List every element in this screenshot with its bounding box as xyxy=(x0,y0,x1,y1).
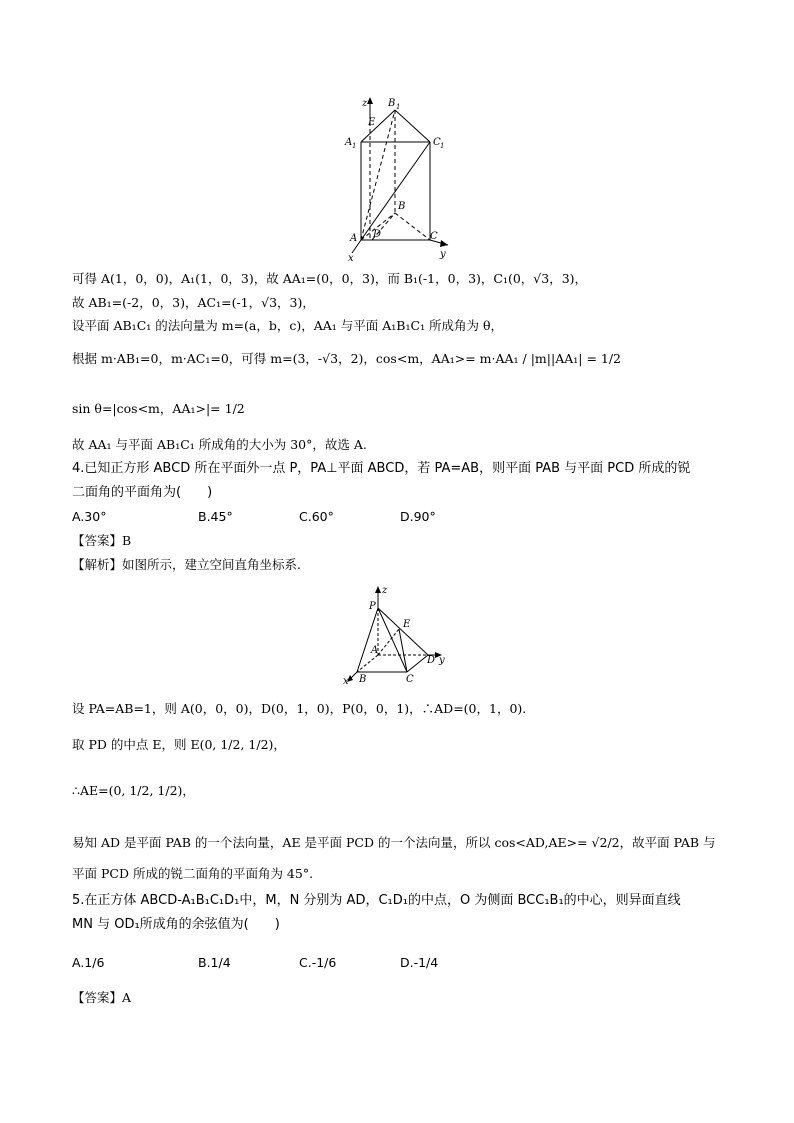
sol3-line2: 故 AB₁=(-2，0，3)，AC₁=(-1，√3，3)， xyxy=(72,295,315,310)
sol3-line5: sin θ=|cos<m，AA₁>|= 1/2 xyxy=(72,401,245,416)
fig2-label-y: y xyxy=(439,655,445,666)
fig2-label-c: C xyxy=(406,674,414,685)
q5-answer: 【答案】A xyxy=(72,990,132,1005)
fig2-label-d: D xyxy=(427,655,436,666)
fig2-label-z: z xyxy=(382,585,388,596)
q4-option-d: D.90° xyxy=(400,509,436,524)
q4-solution-line5: 平面 PCD 所成的锐二面角的平面角为 45°. xyxy=(72,866,314,881)
q5-option-a: A.1/6 xyxy=(72,955,105,970)
fig1-label-a1: A xyxy=(345,137,353,148)
q4-solution-line3: ∴AE=(0, 1/2, 1/2)， xyxy=(72,783,195,798)
sol3-line1: 可得 A(1，0，0)，A₁(1，0，3)，故 AA₁=(0，0，3)，而 B₁(-1，0，3)，C₁(0，√3，3)， xyxy=(72,271,588,286)
fig1-label-b1: B xyxy=(388,98,396,109)
fig1-label-c1-sub: 1 xyxy=(440,142,445,150)
fig1-label-b1-sub: 1 xyxy=(396,103,401,111)
q4-stem-line1: 4.已知正方形 ABCD 所在平面外一点 P，PA⊥平面 ABCD，若 PA=AB，则平面 PAB 与平面 PCD 所成的锐 xyxy=(72,461,691,476)
pyramid-figure xyxy=(340,583,455,688)
fig2-label-b: B xyxy=(359,674,367,685)
prism-figure xyxy=(340,95,465,265)
fig1-label-c1: C xyxy=(433,137,441,148)
q4-option-a: A.30° xyxy=(72,509,107,524)
sol3-line6: 故 AA₁ 与平面 AB₁C₁ 所成角的大小为 30°，故选 A. xyxy=(72,437,367,452)
q4-analysis: 【解析】如图所示，建立空间直角坐标系. xyxy=(72,557,301,572)
q5-stem-line2: MN 与 OD₁所成角的余弦值为( ) xyxy=(72,917,280,932)
fig2-label-x: x xyxy=(343,676,349,687)
fig1-label-e: E xyxy=(368,117,376,128)
sol3-line4: 根据 m·AB₁=0，m·AC₁=0，可得 m=(3，-√3，2)，cos<m，AA₁>= m·AA₁ / |m||AA₁| = 1/2 xyxy=(72,351,622,366)
fig2-label-p: P xyxy=(369,601,376,612)
q4-answer: 【答案】B xyxy=(72,533,132,548)
fig1-label-a1-sub: 1 xyxy=(352,142,357,150)
fig1-label-d: D xyxy=(373,229,382,240)
fig1-label-b: B xyxy=(398,201,406,212)
q5-option-c: C.-1/6 xyxy=(299,955,337,970)
q4-stem-line2: 二面角的平面角为( ) xyxy=(72,485,213,500)
q4-option-c: C.60° xyxy=(299,509,334,524)
q4-option-b: B.45° xyxy=(198,509,233,524)
fig1-label-x: x xyxy=(348,253,354,264)
q5-option-b: B.1/4 xyxy=(198,955,231,970)
fig1-label-z: z xyxy=(362,98,368,109)
q4-solution-line4: 易知 AD 是平面 PAB 的一个法向量，AE 是平面 PCD 的一个法向量，所以 cos<AD,AE>= √2/2，故平面 PAB 与 xyxy=(72,835,716,850)
q4-solution-line1: 设 PA=AB=1，则 A(0，0，0)，D(0，1，0)，P(0，0，1)，∴AD=(0，1，0). xyxy=(72,701,527,716)
fig1-label-y: y xyxy=(440,249,446,260)
fig1-label-a: A xyxy=(350,233,358,244)
q4-solution-line2: 取 PD 的中点 E，则 E(0, 1/2, 1/2)， xyxy=(72,737,286,752)
sol3-line3: 设平面 AB₁C₁ 的法向量为 m=(a，b，c)，AA₁ 与平面 A₁B₁C₁ 所成角为 θ， xyxy=(72,318,504,333)
fig2-label-a: A xyxy=(371,645,379,656)
q5-option-d: D.-1/4 xyxy=(400,955,439,970)
fig1-label-c: C xyxy=(430,231,438,242)
fig2-label-e: E xyxy=(403,619,411,630)
q5-stem-line1: 5.在正方体 ABCD-A₁B₁C₁D₁中，M，N 分别为 AD，C₁D₁的中点，O 为侧面 BCC₁B₁的中心，则异面直线 xyxy=(72,893,681,908)
